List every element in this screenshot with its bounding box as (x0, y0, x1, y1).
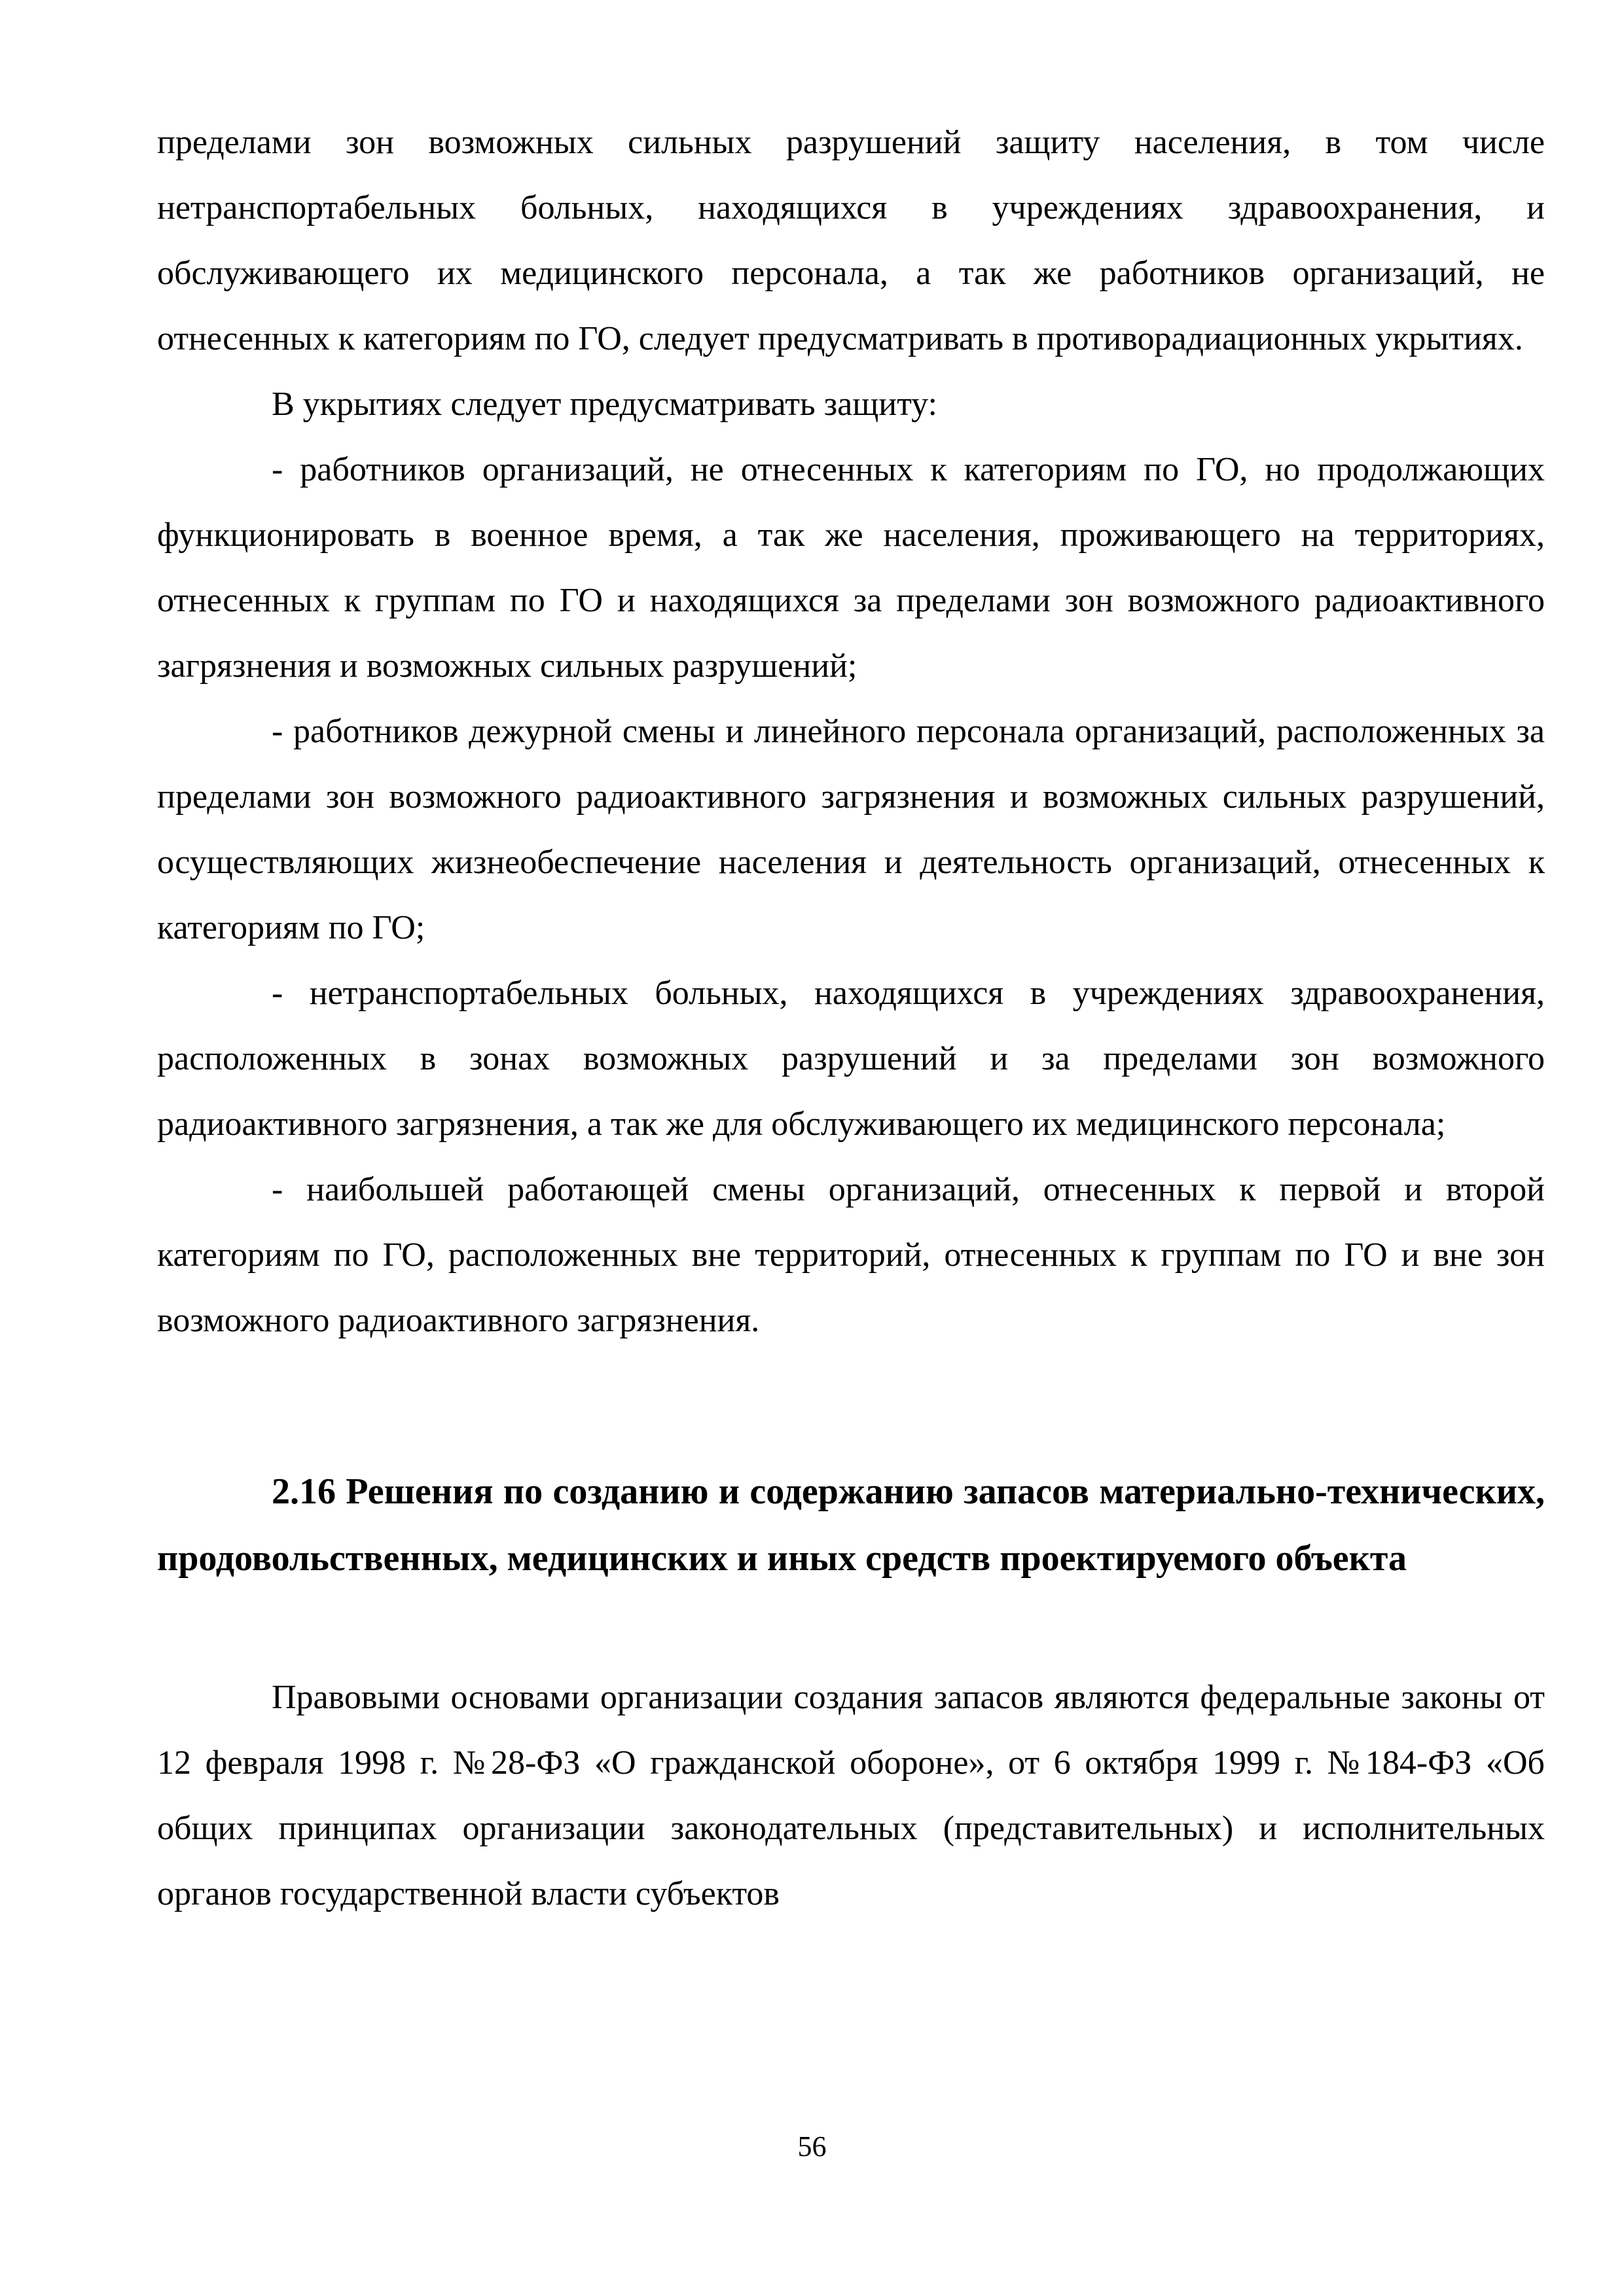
document-page (157, 110, 1545, 1927)
paragraph-shelter-intro: В укрытиях следует предусматривать защиту: (272, 386, 937, 423)
list-item-workers: - работников организаций, не отнесенных к категориям по ГО, но продолжающих функционировать в военное время, а так же населения, проживающего на территориях, отнесенных к группам по ГО и находящихся за пределами зон возможного радиоактивного загрязнения и возможных сильных разрушений; (157, 451, 1545, 685)
paragraph-continuation: пределами зон возможных сильных разрушений защиту населения, в том числе нетранспортабельных больных, находящихся в учреждениях здравоохранения, и обслуживающего их медицинского персонала, а так же работников организаций, не отнесенных к категориям по ГО, следует предусматривать в противорадиационных укрытиях. (157, 124, 1545, 357)
paragraph-legal-basis: Правовыми основами организации создания запасов являются федеральные законы от 12 февраля 1998 г. №28-ФЗ «О гражданской обороне», от 6 октября 1999 г. №184-ФЗ «Об общих принципах организации законодательных (представительных) и исполнительных органов государственной власти субъектов (157, 1679, 1545, 1912)
section-heading: 2.16 Решения по созданию и содержанию запасов материально-технических, продовольственных, медицинских и иных средств проектируемого объекта (157, 1471, 1545, 1579)
list-item-patients: - нетранспортабельных больных, находящихся в учреждениях здравоохранения, расположенных в зонах возможных разрушений и за пределами зон возможного радиоактивного загрязнения, а так же для обслуживающего их медицинского персонала; (157, 975, 1545, 1143)
list-item-largest-shift: - наибольшей работающей смены организаций, отнесенных к первой и второй категориям по ГО, расположенных вне территорий, отнесенных к группам по ГО и вне зон возможного радиоактивного загрязнения. (157, 1171, 1545, 1339)
list-item-duty-shift: - работников дежурной смены и линейного персонала организаций, расположенных за пределами зон возможного радиоактивного загрязнения и возможных сильных разрушений, осуществляющих жизнеобеспечение населения и деятельность организаций, отнесенных к категориям по ГО; (157, 713, 1545, 946)
page-number: 56 (797, 2130, 827, 2162)
